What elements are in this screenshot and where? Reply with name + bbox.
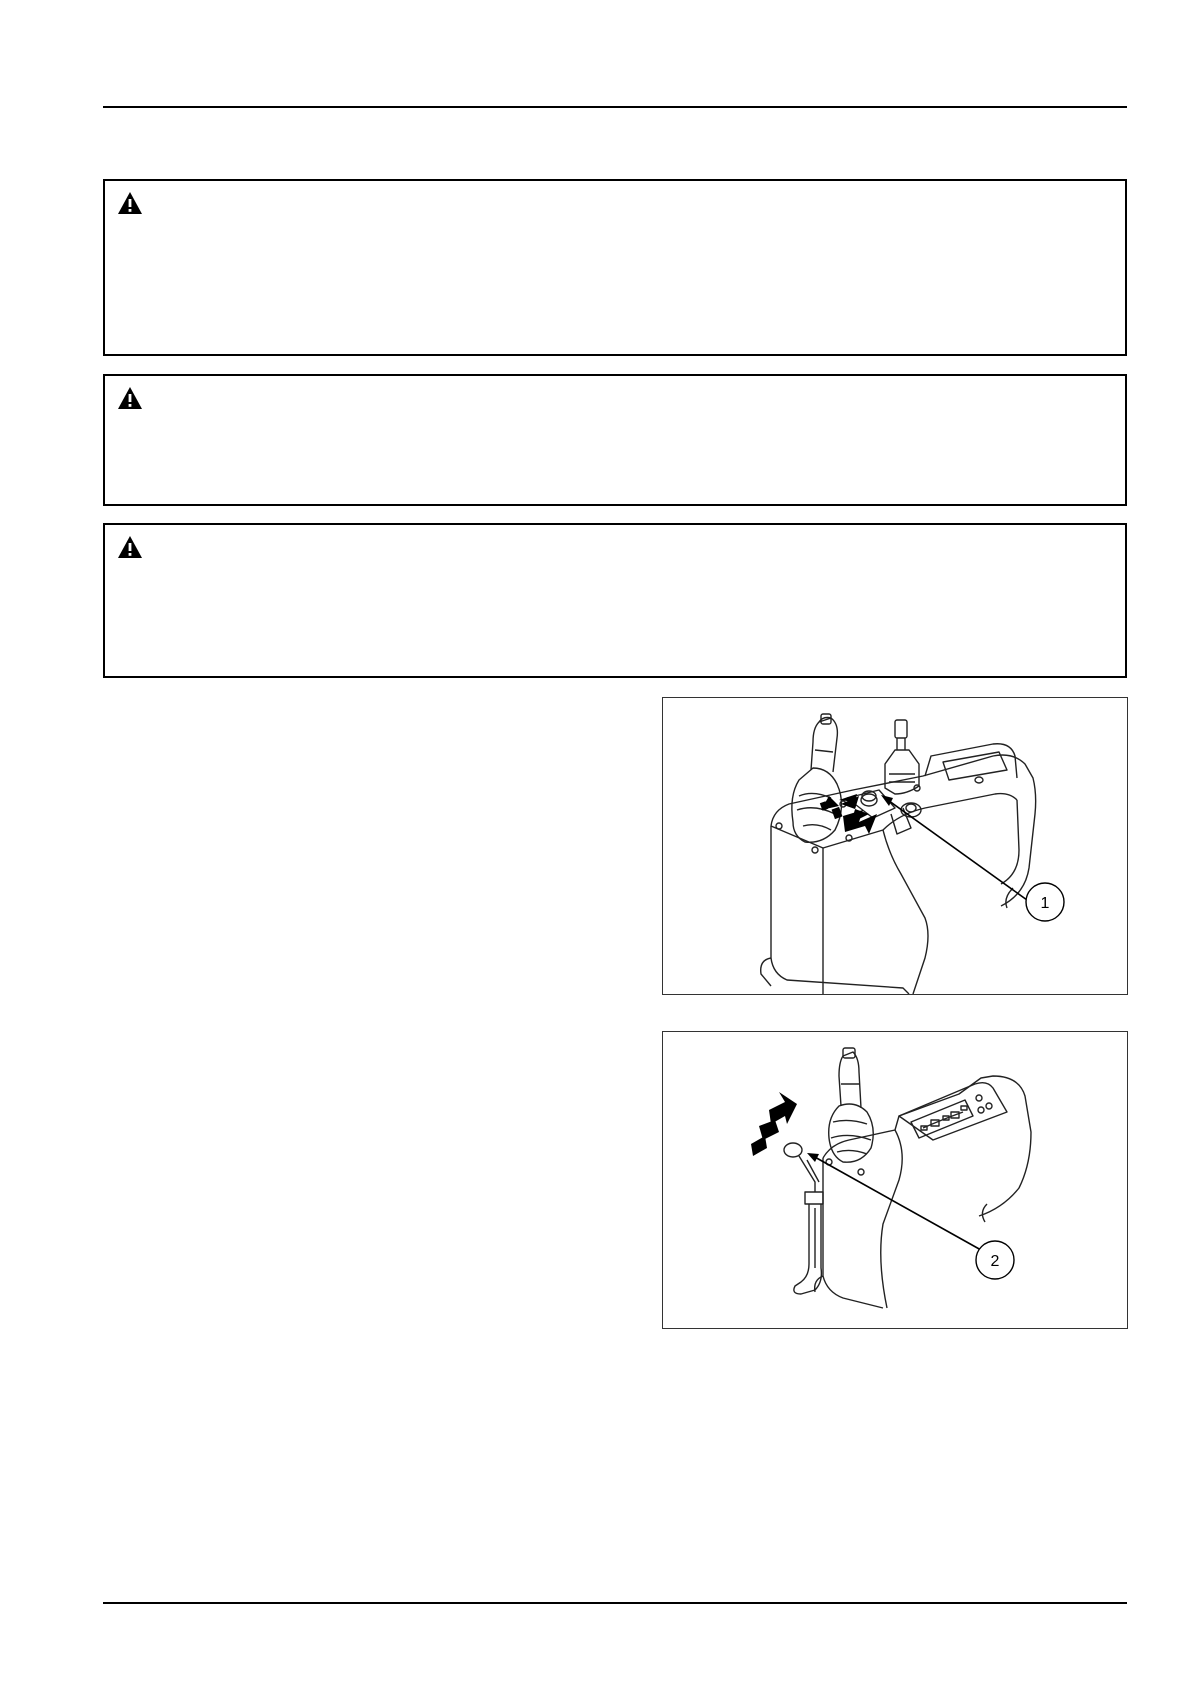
warning-triangle-icon	[117, 191, 143, 215]
warning-box-2	[103, 374, 1127, 506]
callout-label-1: 1	[1040, 895, 1050, 912]
console-lever-illustration	[663, 1032, 1127, 1328]
warning-box-3	[103, 523, 1127, 678]
warning-box-1	[103, 179, 1127, 356]
console-illustration	[663, 698, 1127, 994]
figure-console-button	[662, 697, 1128, 995]
warning-triangle-icon	[117, 386, 143, 410]
callout-label-2: 2	[990, 1253, 1000, 1270]
header-rule	[103, 106, 1127, 108]
figure-console-lever	[662, 1031, 1128, 1329]
warning-triangle-icon	[117, 535, 143, 559]
footer-rule	[103, 1602, 1127, 1604]
